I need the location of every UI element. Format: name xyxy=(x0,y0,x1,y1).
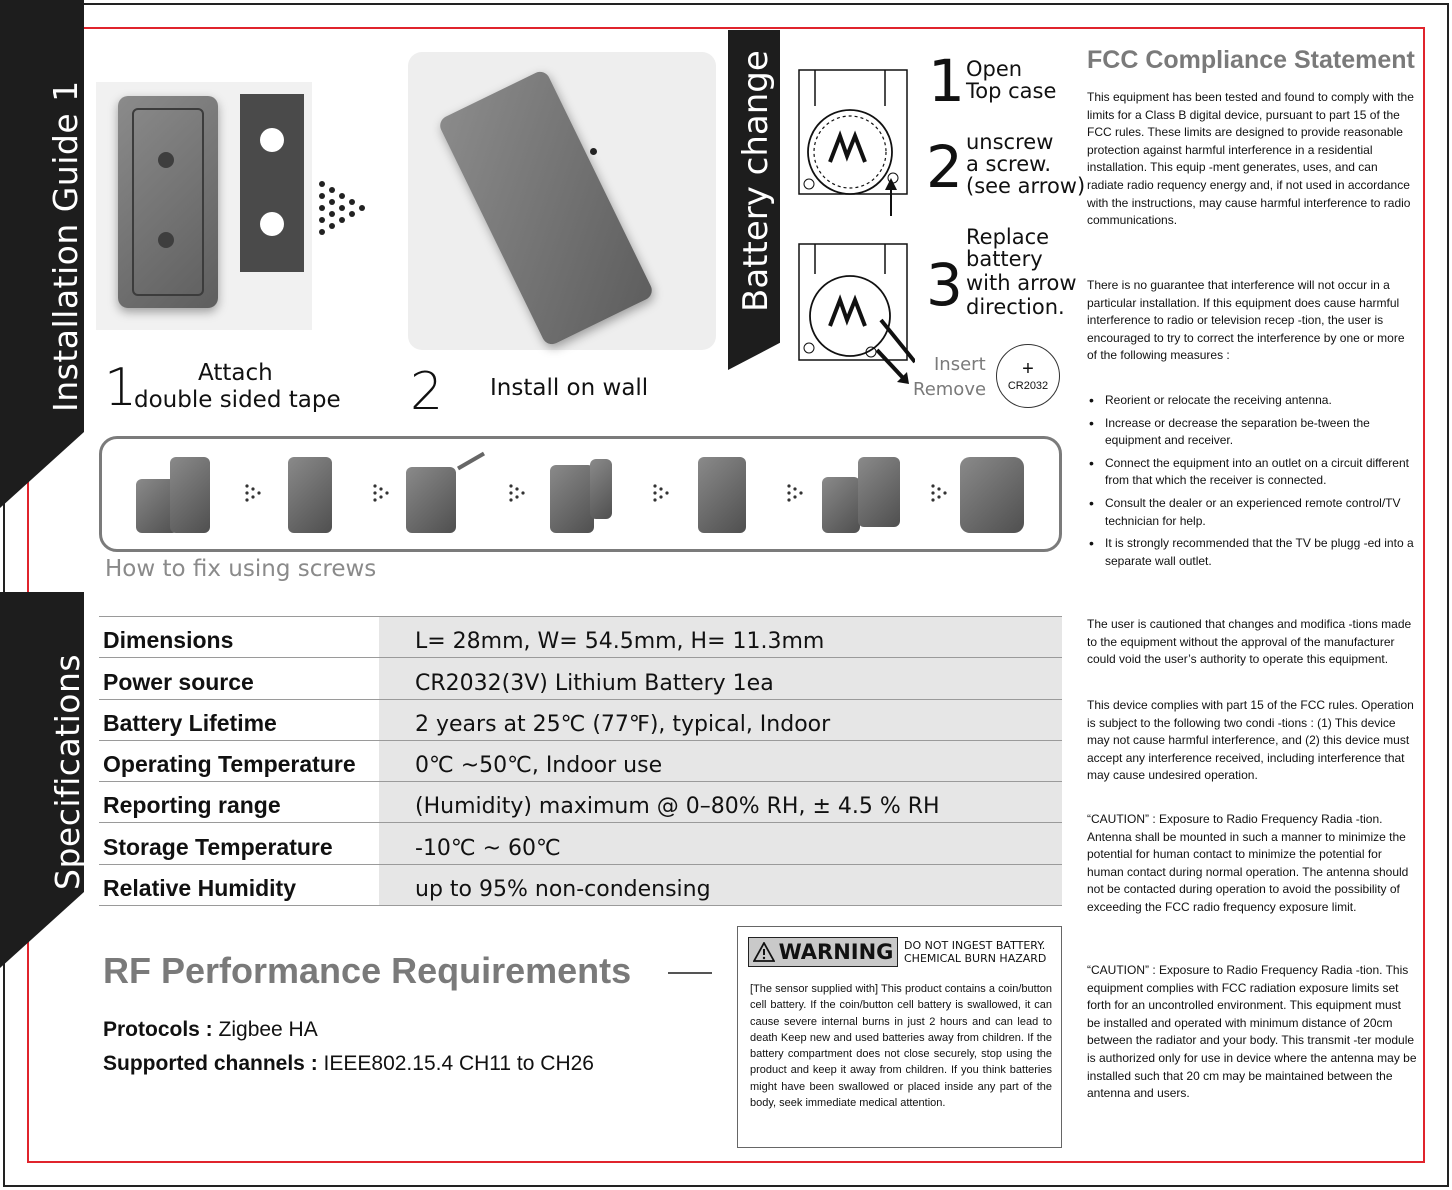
list-item: • Reorient or relocate the receiving antenna. xyxy=(1087,392,1417,410)
rf-title: RF Performance Requirements xyxy=(103,950,632,991)
spec-label: Storage Temperature xyxy=(99,823,379,864)
fcc-paragraph-6: “CAUTION” : Exposure to Radio Frequency Radia -tion. This equipment complies with FCC radiation exposure limits set forth for an uncontrolled environment. This equipment must be installed and operated with minimum distance of 20cm between the radiator and your body. This transmit -ter module is authorized only for use in device where the antenna may be installed such that 20 cm may be maintained between the antenna and users. xyxy=(1087,963,1417,1101)
warning-heading-line2: CHEMICAL BURN HAZARD xyxy=(904,952,1047,965)
list-item: • Increase or decrease the separation be-tween the equipment and receiver. xyxy=(1087,415,1417,450)
dot-arrow-icon xyxy=(316,180,372,236)
rf-channels-row xyxy=(103,1052,594,1076)
screw-step-arrow-icon xyxy=(786,484,810,502)
spec-value: -10℃ ~ 60℃ xyxy=(379,823,1062,864)
table-row xyxy=(99,782,1062,823)
spec-value: (Humidity) maximum @ 0–80% RH, ± 4.5 % RH xyxy=(379,782,1062,823)
fcc-paragraph-5: “CAUTION” : Exposure to Radio Frequency Radia -tion. Antenna shall be mounted in such a manner to minimize the potential for human contact to minimize the potential for human contact during normal operation. The antenna should not be contacted during operation to avoid the possibility of exceeding the FCC radio frequency exposure limit. xyxy=(1087,812,1409,914)
screw-step-arrow-icon xyxy=(372,484,396,502)
specifications-table xyxy=(99,616,1062,906)
battery-change-title: Battery change xyxy=(736,50,776,312)
spec-value: 0℃ ~50℃, Indoor use xyxy=(379,740,1062,781)
screw-step-arrow-icon xyxy=(244,484,268,502)
spec-label: Power source xyxy=(99,658,379,699)
step1-text-line1: Attach xyxy=(198,360,273,386)
rf-channels-label: Supported channels : xyxy=(103,1052,324,1075)
rf-channels-value: IEEE802.15.4 CH11 to CH26 xyxy=(323,1052,594,1075)
fcc-paragraph-4: This device complies with part 15 of the FCC rules. Operation is subject to the following two condi -tions : (1) This device may not cause harmful interference, and (2) this device must accept any interference received, including interference that may cause undesired operation. xyxy=(1087,698,1414,783)
table-row xyxy=(99,864,1062,905)
battery-step2-line1: unscrew xyxy=(966,130,1054,154)
battery-step2-line2: a screw. xyxy=(966,152,1052,176)
rf-protocols-label: Protocols : xyxy=(103,1018,219,1041)
installation-band-title: Installation Guide 1 xyxy=(46,80,85,412)
table-row xyxy=(99,740,1062,781)
warning-body: [The sensor supplied with] This product contains a coin/button cell battery. If the coin/button cell battery is swallowed, it can cause severe internal burns in just 2 hours and can lead to death Keep new and used batteries away from children. If the battery compartment does not close securely, stop using the product and keep it away from children. If you think batteries might have been swallowed or placed inside any part of the body, seek immediate medical attention. xyxy=(750,983,1052,1110)
spec-value: 2 years at 25℃ (77℉), typical, Indoor xyxy=(379,699,1062,740)
table-row xyxy=(99,823,1062,864)
list-item: • It is strongly recommended that the TV be plugg -ed into a separate wall outlet. xyxy=(1087,535,1417,570)
screw-step-arrow-icon xyxy=(930,484,954,502)
warning-label: WARNING xyxy=(778,940,894,964)
remove-label: Remove xyxy=(913,379,987,400)
screws-caption: How to fix using screws xyxy=(105,556,377,582)
table-row xyxy=(99,617,1062,658)
battery-step3-line4: direction. xyxy=(966,295,1065,319)
battery-step2-line3: (see arrow) xyxy=(966,174,1086,198)
spec-value: L= 28mm, W= 54.5mm, H= 11.3mm xyxy=(379,617,1062,658)
rf-title-rule xyxy=(668,972,712,974)
step2-text: Install on wall xyxy=(490,375,649,401)
list-item: • Connect the equipment into an outlet on a circuit different from that which the receiver is connected. xyxy=(1087,455,1417,490)
device-mounted-photo xyxy=(408,52,716,350)
warning-heading xyxy=(904,939,1062,965)
battery-step3-line1: Replace xyxy=(966,225,1050,249)
fcc-title: FCC Compliance Statement xyxy=(1087,46,1415,74)
step1-number: 1 xyxy=(104,358,138,418)
battery-step1-number: 1 xyxy=(928,47,965,115)
spec-label: Dimensions xyxy=(99,617,379,658)
spec-label: Operating Temperature xyxy=(99,740,379,781)
step1-text-line2: double sided tape xyxy=(134,387,341,413)
screw-step-arrow-icon xyxy=(652,484,676,502)
warning-badge xyxy=(748,937,898,967)
cell-model-label: CR2032 xyxy=(1007,380,1049,392)
battery-case-diagram-bottom xyxy=(795,240,915,395)
step2-number: 2 xyxy=(410,362,444,422)
fcc-paragraph-2: There is no guarantee that interference will not occur in a particular installation. If this equipment does cause harmful interference to radio or television recep -tion, the user is encouraged to try to correct the interference by one or more of the following measures : xyxy=(1087,278,1405,363)
cell-plus-sign: + xyxy=(1022,358,1034,380)
battery-step3-line2: battery xyxy=(966,247,1043,271)
battery-case-diagram-top xyxy=(795,66,915,216)
spec-value: CR2032(3V) Lithium Battery 1ea xyxy=(379,658,1062,699)
fcc-paragraph-1: This equipment has been tested and found to comply with the limits for a Class B digital device, pursuant to part 15 of the FCC rules. These limits are designed to provide reasonable protection against harmful interference in a residential installation. This equip -ment generates, uses, and can radiate radio requency energy and, if not used in accordance with the instructions, may cause harmful interference to radio communications. xyxy=(1087,90,1414,228)
fcc-measures-list xyxy=(1087,392,1417,575)
table-row xyxy=(99,658,1062,699)
rf-protocols-value: Zigbee HA xyxy=(218,1018,318,1041)
table-row xyxy=(99,699,1062,740)
double-sided-tape-image xyxy=(240,94,304,272)
warning-box xyxy=(737,926,1062,1148)
spec-value: up to 95% non-condensing xyxy=(379,864,1062,905)
cr2032-coin-cell-icon xyxy=(996,344,1060,408)
fcc-paragraph-3: The user is cautioned that changes and modifica -tions made to the equipment without the approval of the manufacturer could void the user’s authority to operate this equipment. xyxy=(1087,617,1412,667)
insert-label: Insert xyxy=(934,354,986,375)
battery-step3-number: 3 xyxy=(926,251,963,319)
rf-protocols-row xyxy=(103,1018,318,1042)
battery-step1-line1: Open xyxy=(966,57,1023,81)
battery-step1-line2: Top case xyxy=(966,79,1057,103)
battery-step3-line3: with arrow xyxy=(966,271,1077,295)
specifications-band-title: Specifications xyxy=(48,653,87,890)
spec-label: Relative Humidity xyxy=(99,864,379,905)
battery-step2-number: 2 xyxy=(926,133,963,201)
screw-step-arrow-icon xyxy=(508,484,532,502)
warning-triangle-icon xyxy=(753,942,775,962)
spec-label: Reporting range xyxy=(99,782,379,823)
warning-heading-line1: DO NOT INGEST BATTERY. xyxy=(904,939,1046,952)
spec-label: Battery Lifetime xyxy=(99,699,379,740)
list-item: • Consult the dealer or an experienced remote control/TV technician for help. xyxy=(1087,495,1417,530)
